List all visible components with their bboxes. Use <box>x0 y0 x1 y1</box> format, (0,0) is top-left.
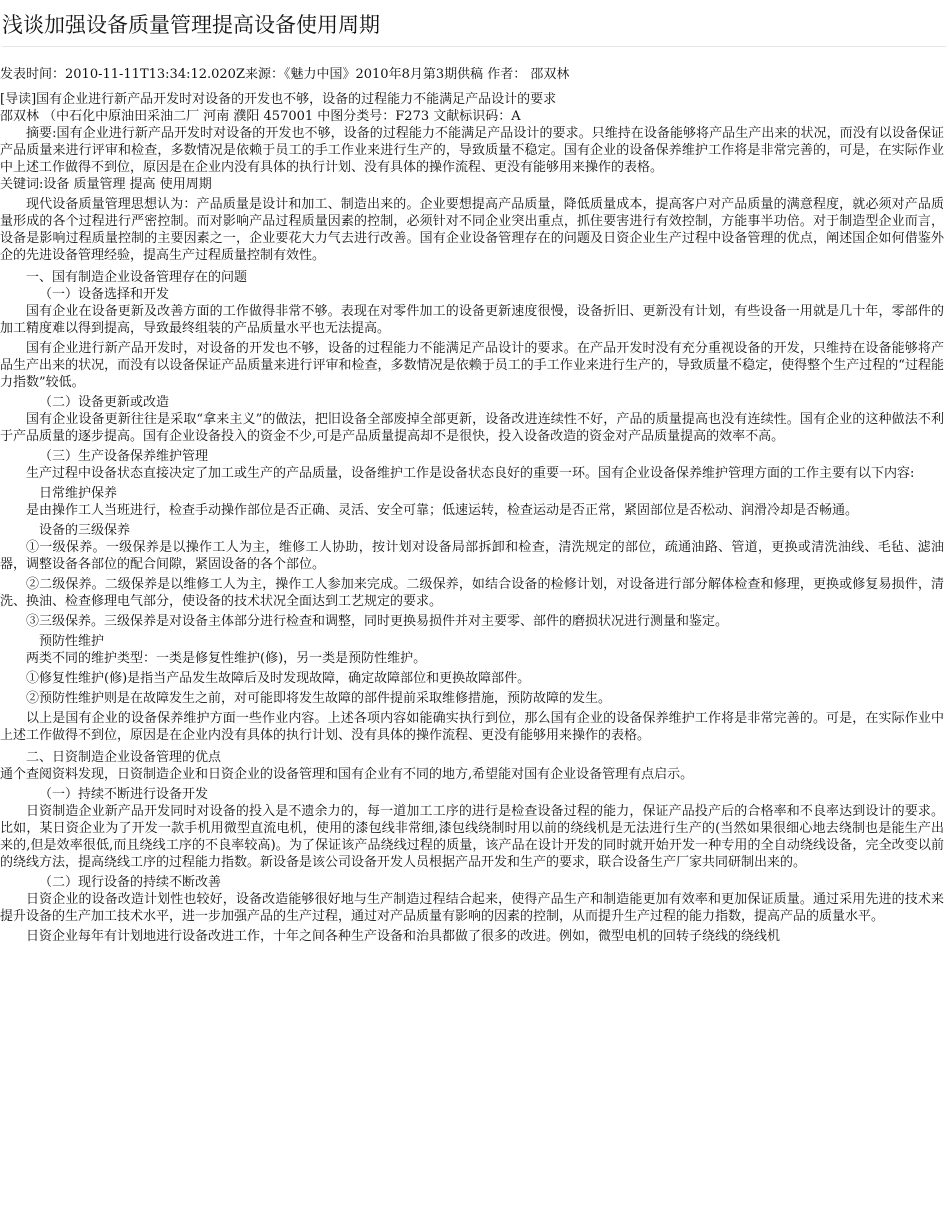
body-paragraph: 现代设备质量管理思想认为：产品质量是设计和加工、制造出来的。企业要想提高产品质量，降低质量成本，提高客户对产品质量的满意程度，就必须对产品质量形成的各个过程进行严密控制。而对影响产品过程质量因素的控制，必须针对不同企业突出重点，抓住要害进行有效控制，方能事半功倍。对于制造型企业而言，设备是影响过程质量控制的主要因素之一，企业要花大力气去进行改善。国有企业设备管理存在的问题及日资企业生产过程中设备管理的优点，阐述国企如何借鉴外企的先进设备管理经验，提高生产过程质量控制有效性。 <box>0 197 944 263</box>
body-paragraph: ①修复性维护(修)是指当产品发生故障后及时发现故障，确定故障部位和更换故障部件。 <box>26 671 531 686</box>
body-paragraph: ②预防性维护则是在故障发生之前，对可能即将发生故障的部件提前采取维修措施，预防故障的发生。 <box>26 691 612 706</box>
subsection-heading: （二）现行设备的持续不断改善 <box>39 875 222 890</box>
body-paragraph: 国有企业进行新产品开发时，对设备的开发也不够，设备的过程能力不能满足产品设计的要求。在产品开发时没有充分重视设备的开发，只维持在设备能够将产品生产出来的状况，而没有以设备保证产品质量来进行评审和检查，多数情况是依赖于员工的手工作业来进行生产的，导致质量不稳定，使得整个生产过程的“过程能力指数”较低。 <box>0 341 944 390</box>
author-line: 邵双林 （中石化中原油田采油二厂 河南 濮阳 457001 中图分类号：F273 文献标识码：A <box>0 109 521 124</box>
body-paragraph: 生产过程中设备状态直接决定了加工或生产的产品质量，设备维护工作是设备状态良好的重要一环。国有企业设备保养维护管理方面的工作主要有以下内容: <box>26 466 915 481</box>
body-paragraph: 是由操作工人当班进行，检查手动操作部位是否正确、灵活、安全可靠；低速运转，检查运动是否正常，紧固部位是否松动、润滑冷却是否畅通。 <box>26 503 859 518</box>
section-heading: 二、日资制造企业设备管理的优点 <box>26 750 222 765</box>
body-paragraph: 通个查阅资料发现，日资制造企业和日资企业的设备管理和国有企业有不同的地方,希望能对国有企业设备管理有点启示。 <box>0 767 694 782</box>
section-heading: 一、国有制造企业设备管理存在的问题 <box>26 270 248 285</box>
subsection-heading: （一）设备选择和开发 <box>39 287 170 302</box>
body-paragraph: 以上是国有企业的设备保养维护方面一些作业内容。上述各项内容如能确实执行到位，那么国有企业的设备保养维护工作将是非常完善的。可是，在实际作业中上述工作做得不到位，原因是在企业内没有具体的执行计划、没有具体的操作流程、更没有能够用来操作的表格。 <box>0 711 944 743</box>
article-body <box>0 66 944 945</box>
body-paragraph: 日资企业的设备改造计划性也较好，设备改造能够很好地与生产制造过程结合起来，使得产品生产和制造能更加有效率和更加保证质量。通过采用先进的技术来提升设备的生产加工技术水平，进一步加强产品的生产过程，通过对产品质量有影响的因素的控制，从而提升生产过程的能力指数，提高产品的质量水平。 <box>0 892 944 924</box>
article-title: 浅谈加强设备质量管理提高设备使用周期 <box>2 10 946 47</box>
body-paragraph: ①一级保养。一级保养是以操作工人为主，维修工人协助，按计划对设备局部拆卸和检查，清洗规定的部位，疏通油路、管道，更换或清洗油线、毛毡、滤油器，调整设备各部位的配合间隙，紧固设备的各个部位。 <box>0 540 944 572</box>
subsection-heading: （三）生产设备保养维护管理 <box>39 449 209 464</box>
body-paragraph: ③三级保养。三级保养是对设备主体部分进行检查和调整，同时更换易损件并对主要零、部件的磨损状况进行测量和鉴定。 <box>26 614 729 629</box>
subsection-heading: （一）持续不断进行设备开发 <box>39 787 209 802</box>
body-paragraph: 两类不同的维护类型：一类是修复性维护(修)，另一类是预防性维护。 <box>26 651 427 666</box>
item-heading: 设备的三级保养 <box>39 523 131 538</box>
body-paragraph: ②二级保养。二级保养是以维修工人为主，操作工人参加来完成。二级保养，如结合设备的检修计划，对设备进行部分解体检查和修理，更换或修复易损件，清洗、换油、检查修理电气部分，使设备的技术状况全面达到工艺规定的要求。 <box>0 577 944 609</box>
abstract-paragraph: 摘要:国有企业进行新产品开发时对设备的开发也不够，设备的过程能力不能满足产品设计的要求。只维持在设备能够将产品生产出来的状况，而没有以设备保证产品质量来进行评审和检查，多数情况是依赖于员工的手工作业来进行生产的，导致质量不稳定。国有企业的设备保养维护工作将是非常完善的，可是，在实际作业中上述工作做得不到位，原因是在企业内没有具体的执行计划、没有具体的操作流程、更没有能够用来操作的表格。 <box>0 126 944 175</box>
subsection-heading: （二）设备更新或改造 <box>39 395 170 410</box>
article-meta: 发表时间：2010-11-11T13:34:12.020Z来源：《魅力中国》2010年8月第3期供稿 作者： 邵双林 <box>0 67 570 82</box>
body-paragraph: 日资企业每年有计划地进行设备改进工作，十年之间各种生产设备和治具都做了很多的改进。例如，微型电机的回转子绕线的绕线机 <box>26 929 781 944</box>
item-heading: 预防性维护 <box>39 634 105 649</box>
lead-paragraph: [导读]国有企业进行新产品开发时对设备的开发也不够，设备的过程能力不能满足产品设计的要求 <box>0 92 557 107</box>
body-paragraph: 国有企业设备更新往往是采取“拿来主义”的做法，把旧设备全部废掉全部更新，设备改进连续性不好，产品的质量提高也没有连续性。国有企业的这种做法不利于产品质量的逐步提高。国有企业设备投入的资金不少,可是产品质量提高却不是很快，投入设备改造的资金对产品质量提高的效率不高。 <box>0 412 944 444</box>
body-paragraph: 国有企业在设备更新及改善方面的工作做得非常不够。表现在对零件加工的设备更新速度很慢，设备折旧、更新没有计划，有些设备一用就是几十年，零部件的加工精度难以得到提高，导致最终组装的产品质量水平也无法提高。 <box>0 304 944 336</box>
item-heading: 日常维护保养 <box>39 486 118 501</box>
body-paragraph: 日资制造企业新产品开发同时对设备的投入是不遗余力的，每一道加工工序的进行是检查设备过程的能力，保证产品投产后的合格率和不良率达到设计的要求。比如，某日资企业为了开发一款手机用微型直流电机，使用的漆包线非常细,漆包线绕制时用以前的绕线机是无法进行生产的(当然如果很细心地去绕制也是能生产出来的,但是效率很低,而且绕线工序的不良率较高)。为了保证该产品绕线过程的质量，该产品在设计开发的同时就开始开发一种专用的全自动绕线设备，完全改变以前的绕线方法，提高绕线工序的过程能力指数。新设备是该公司设备开发人员根据产品开发和生产的要求，联合设备生产厂家共同研制出来的。 <box>0 804 944 870</box>
keywords-line: 关键词:设备 质量管理 提高 使用周期 <box>0 177 212 192</box>
